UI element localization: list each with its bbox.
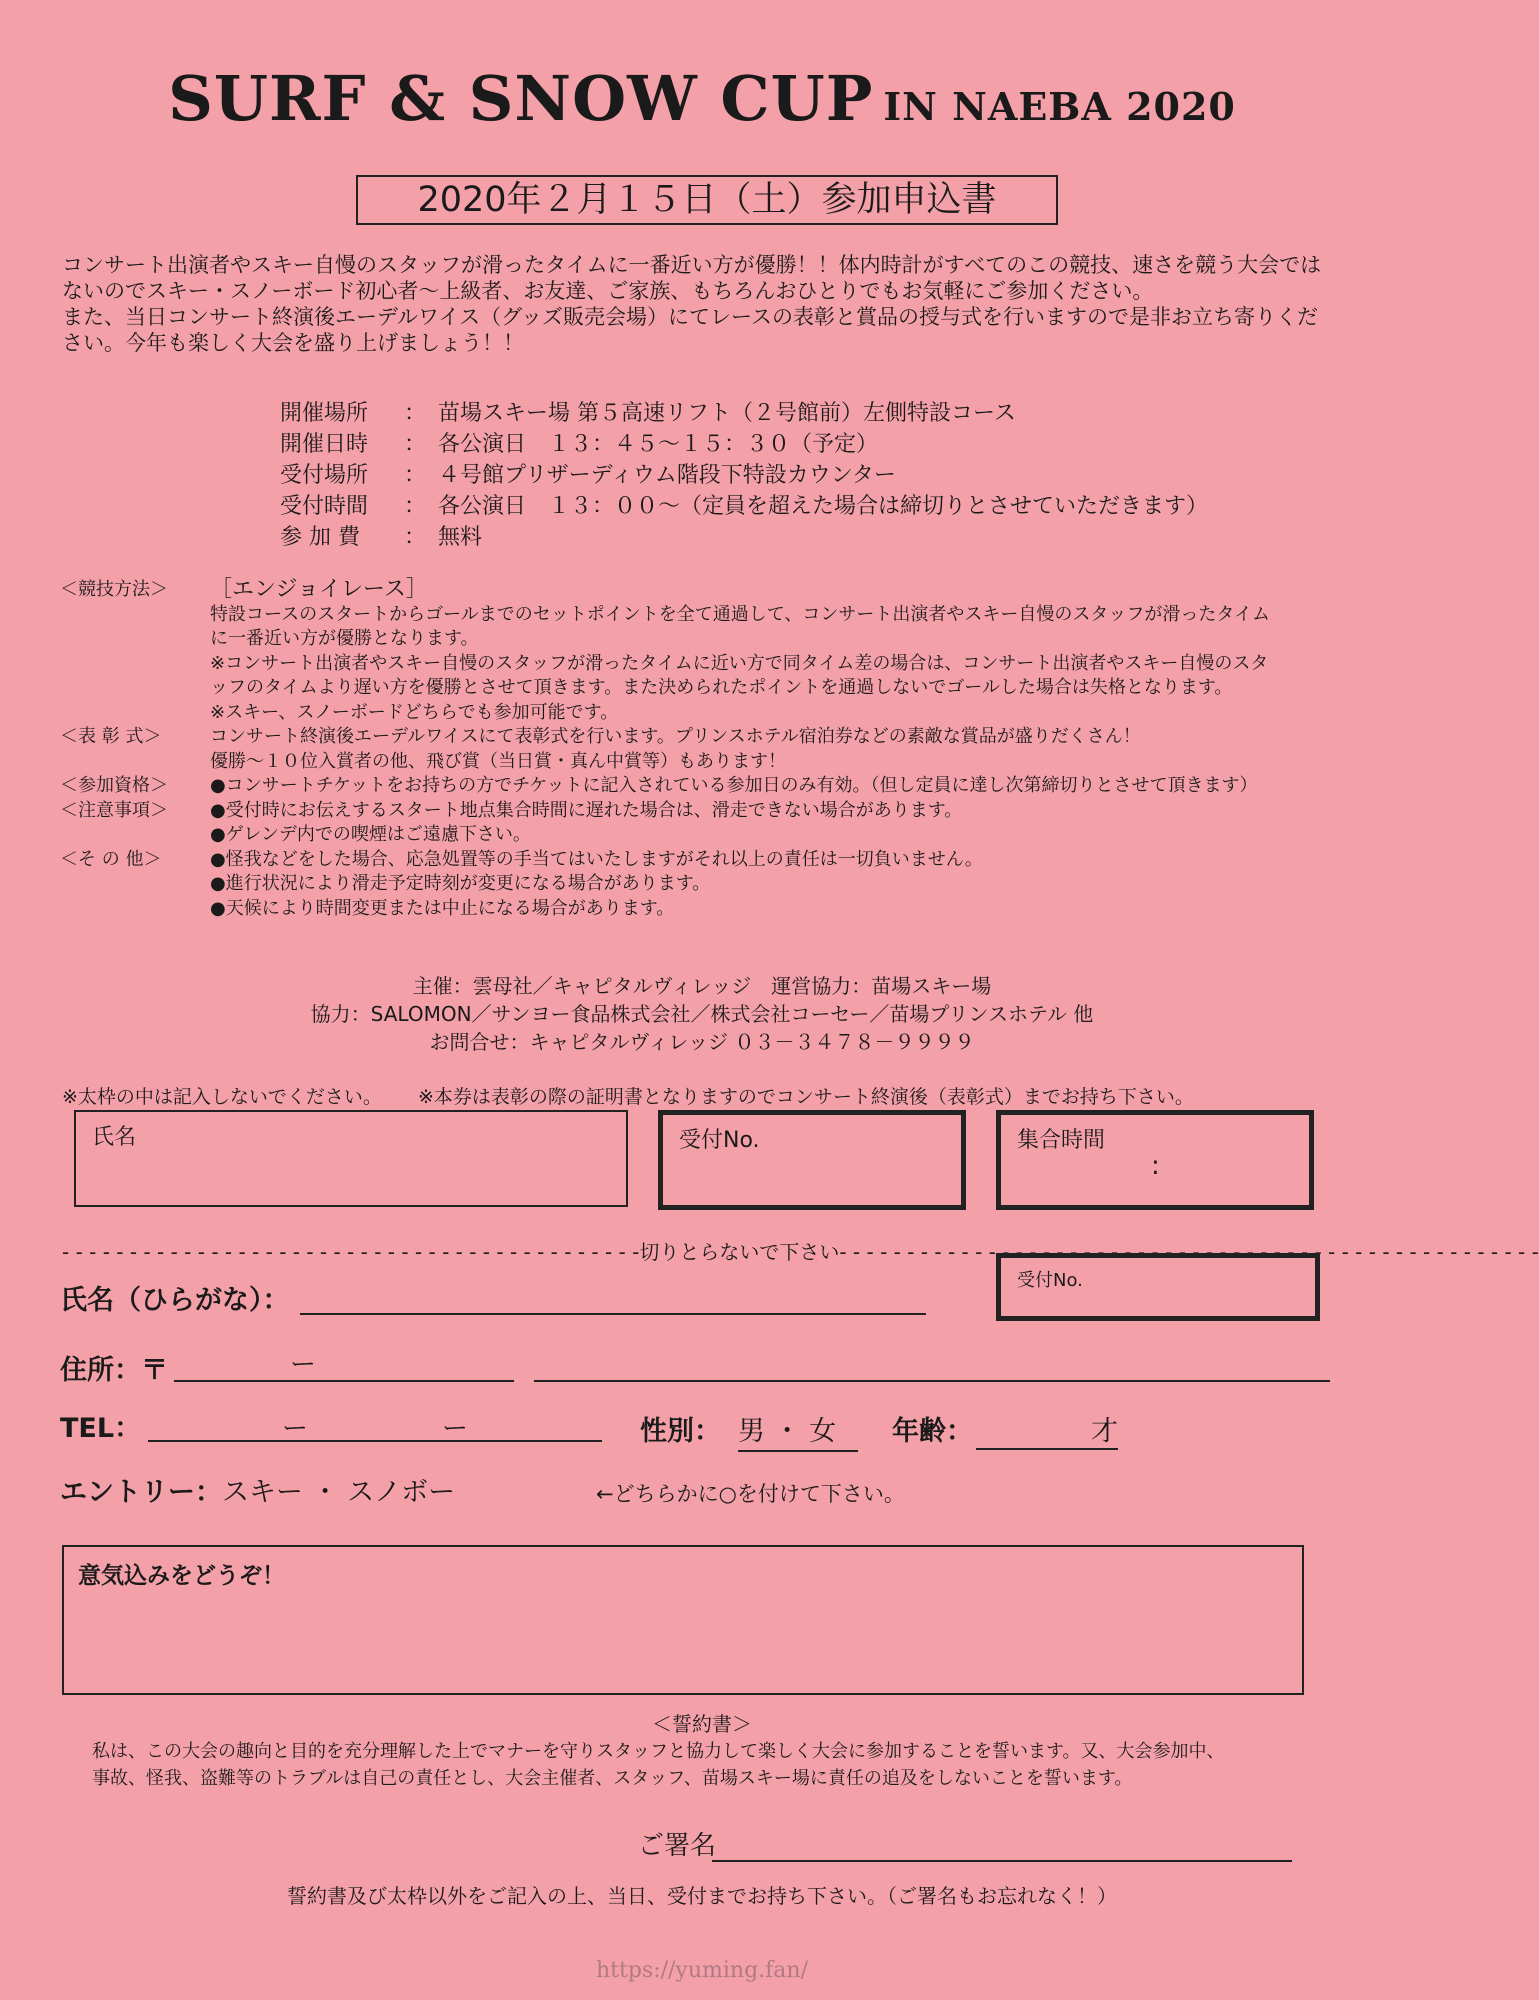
name-box[interactable] (74, 1110, 628, 1207)
rules-line: に一番近い方が優勝となります。 (210, 628, 479, 649)
reception-no-box-2 (996, 1253, 1320, 1321)
intro-line: ないのでスキー・スノーボード初心者～上級者、お友達、ご家族、もちろんおひとりでもお気軽にご参加ください。 (62, 279, 1154, 303)
reception-no-label: 受付No. (679, 1128, 760, 1153)
tel-label: TEL： (60, 1413, 142, 1444)
name-kana-label: 氏名（ひらがな）： (60, 1285, 290, 1316)
address-label: 住所：〒 (60, 1355, 168, 1386)
pledge-title: ＜誓約書＞ (652, 1712, 752, 1736)
rules-line: コンサート終演後エーデルワイスにて表彰式を行います。プリンスホテル宿泊券などの素敵な賞品が盛りだくさん！ (210, 726, 1141, 747)
rules-award (60, 725, 1350, 774)
event-title-sub: IN NAEBA 2020 (883, 84, 1236, 129)
info-value: ４号館プリザーディウム階段下特設カウンター (438, 463, 896, 488)
age-label: 年齢： (892, 1416, 973, 1447)
rules-caution-label: ＜注意事項＞ (60, 799, 168, 821)
organizer-line: 主催：雲母社／キャピタルヴィレッジ 運営協力：苗場スキー場 (412, 974, 992, 998)
entry-label: エントリー： (60, 1477, 222, 1508)
event-title-main: SURF & SNOW CUP (168, 62, 874, 135)
intro-line: また、当日コンサート終演後エーデルワイス（グッズ販売会場）にてレースの表彰と賞品の授与式を行いますので是非お立ち寄りくだ (62, 305, 1319, 329)
info-value: 苗場スキー場 第５高速リフト（２号館前）左側特設コース (438, 401, 1016, 426)
info-value: 各公演日 １３：４５～１５：３０（予定） (438, 432, 879, 457)
postal-code-input[interactable] (174, 1380, 514, 1382)
address-input[interactable] (534, 1380, 1330, 1382)
rules-line: 特設コースのスタートからゴールまでのセットポイントを全て通過して、コンサート出演者やスキー自慢のスタッフが滑ったタイム (210, 603, 1271, 625)
rules-line: ●天候により時間変更または中止になる場合があります。 (210, 897, 675, 919)
rules-line: ●受付時にお伝えするスタート地点集合時間に遅れた場合は、滑走できない場合があります。 (210, 799, 963, 821)
info-row-venue (280, 398, 1208, 429)
rules-method-label: ＜競技方法＞ (60, 579, 168, 600)
rules-qualification-label: ＜参加資格＞ (60, 775, 168, 796)
meeting-time-colon: : (1151, 1151, 1160, 1181)
rules-line: ●コンサートチケットをお持ちの方でチケットに記入されている参加日のみ有効。（但し定員に達し次第締切りとさせて頂きます） (210, 775, 1258, 796)
rules-line: ッフのタイムより遅い方を優勝とさせて頂きます。また決められたポイントを通過しないでゴールした場合は失格となります。 (210, 677, 1233, 698)
rules-line: 優勝～１０位入賞者の他、飛び賞（当日賞・真ん中賞等）もあります！ (210, 750, 786, 772)
info-row-reception-time (280, 491, 1208, 522)
info-colon: ： (403, 525, 426, 550)
pledge-text (92, 1738, 1342, 1792)
meeting-time-box (996, 1110, 1314, 1210)
rules-line: ※スキー、スノーボードどちらでも参加可能です。 (210, 701, 619, 723)
info-label: 開催場所 (280, 401, 369, 426)
info-row-fee (280, 522, 1208, 553)
rules-line: ●ゲレンデ内での喫煙はご遠慮下さい。 (210, 824, 531, 845)
info-value: 無料 (438, 525, 483, 550)
signature-input[interactable] (712, 1860, 1292, 1862)
rules-other (60, 848, 1350, 922)
tel-dash-2: ー (442, 1414, 469, 1444)
entry-hint: ←どちらかに○を付けて下さい。 (596, 1482, 905, 1506)
rules-other-label: ＜そ の 他＞ (60, 848, 162, 870)
info-colon: ： (403, 463, 426, 488)
age-input[interactable] (976, 1409, 1118, 1450)
info-colon: ： (403, 494, 426, 519)
info-colon: ： (403, 432, 426, 457)
rules-caution (60, 799, 1350, 848)
cut-line-dashes-right: - - - - - - - - - - - - - - - - - - - - - - - - - - - - - - - - - - - - - - - - - - - - - - - - - - - - (839, 1240, 1539, 1264)
info-label: 受付場所 (280, 463, 369, 488)
motivation-label: 意気込みをどうぞ！ (78, 1563, 285, 1589)
name-box-label: 氏名 (92, 1125, 137, 1150)
info-label: 受付時間 (280, 494, 369, 519)
rules-method-title: ［エンジョイレース］ (210, 577, 428, 602)
application-title: 2020年２月１５日（土）参加申込書 (356, 175, 1058, 225)
intro-text (62, 252, 1342, 356)
entry-options[interactable]: スキー ・ スノボー (222, 1477, 456, 1508)
info-row-datetime (280, 429, 1208, 460)
pledge-line: 私は、この大会の趣向と目的を充分理解した上でマナーを守りスタッフと協力して楽しく大会に参加することを誓います。又、大会参加中、 (92, 1741, 1225, 1762)
rules-line: ●怪我などをした場合、応急処置等の手当てはいたしますがそれ以上の責任は一切負いません。 (210, 848, 983, 870)
rules-qualification (60, 774, 1350, 799)
info-value: 各公演日 １３：００～（定員を超えた場合は締切りとさせていただきます） (438, 494, 1209, 519)
intro-line: さい。今年も楽しく大会を盛り上げましょう！！ (62, 331, 524, 355)
organizer-info (0, 972, 1404, 1056)
gender-label: 性別： (640, 1416, 721, 1447)
name-kana-input[interactable] (300, 1313, 926, 1315)
pledge-line: 事故、怪我、盗難等のトラブルは自己の責任とし、大会主催者、スタッフ、苗場スキー場に責任の追及をしないことを誓います。 (92, 1768, 1133, 1789)
info-colon: ： (403, 401, 426, 426)
rules-line: ●進行状況により滑走予定時刻が変更になる場合があります。 (210, 873, 711, 894)
postal-dash: ー (290, 1350, 317, 1380)
organizer-line: お問合せ：キャピタルヴィレッジ ０３－３４７８－９９９９ (429, 1030, 975, 1054)
rules-section (60, 578, 1350, 921)
gender-choice[interactable]: 男 ・ 女 (738, 1409, 858, 1452)
signature-label: ご署名 (638, 1831, 717, 1861)
rules-award-label: ＜表 彰 式＞ (60, 726, 162, 747)
note-thick-frame: ※太枠の中は記入しないでください。 (62, 1086, 382, 1108)
motivation-box[interactable] (62, 1545, 1304, 1695)
age-unit: 才 (1091, 1416, 1118, 1447)
cut-line-text: 切りとらないで下さい (639, 1240, 840, 1264)
meeting-time-label: 集合時間 (1017, 1128, 1106, 1153)
info-label: 開催日時 (280, 432, 369, 457)
info-label: 参 加 費 (280, 525, 360, 550)
form-notes (62, 1082, 1194, 1109)
intro-line: コンサート出演者やスキー自慢のスタッフが滑ったタイムに一番近い方が優勝！！体内時計がすべてのこの競技、速さを競う大会では (62, 253, 1322, 277)
event-title (0, 62, 1404, 135)
rules-line: ※コンサート出演者やスキー自慢のスタッフが滑ったタイムに近い方で同タイム差の場合は、コンサート出演者やスキー自慢のスタ (210, 652, 1269, 674)
rules-method (60, 578, 1350, 725)
note-certificate: ※本券は表彰の際の証明書となりますのでコンサート終演後（表彰式）までお持ち下さい。 (417, 1086, 1194, 1108)
info-row-reception-place (280, 460, 1208, 491)
watermark: https://yuming.fan/ (595, 1958, 809, 1983)
footer-note: 誓約書及び太枠以外をご記入の上、当日、受付までお持ち下さい。（ご署名もお忘れなく！） (287, 1884, 1117, 1908)
event-info (280, 398, 1208, 553)
organizer-line: 協力：SALOMON／サンヨー食品株式会社／株式会社コーセー／苗場プリンスホテル 他 (310, 1002, 1094, 1026)
tel-input[interactable] (148, 1440, 602, 1442)
cut-line-dashes-left: - - - - - - - - - - - - - - - - - - - - - - - - - - - - - - - - - - - - - - - - - - - (62, 1240, 640, 1264)
entry-row (60, 1470, 455, 1509)
reception-no-box (658, 1110, 966, 1210)
reception-no-label-2: 受付No. (1017, 1270, 1083, 1291)
tel-dash-1: ー (282, 1414, 309, 1444)
